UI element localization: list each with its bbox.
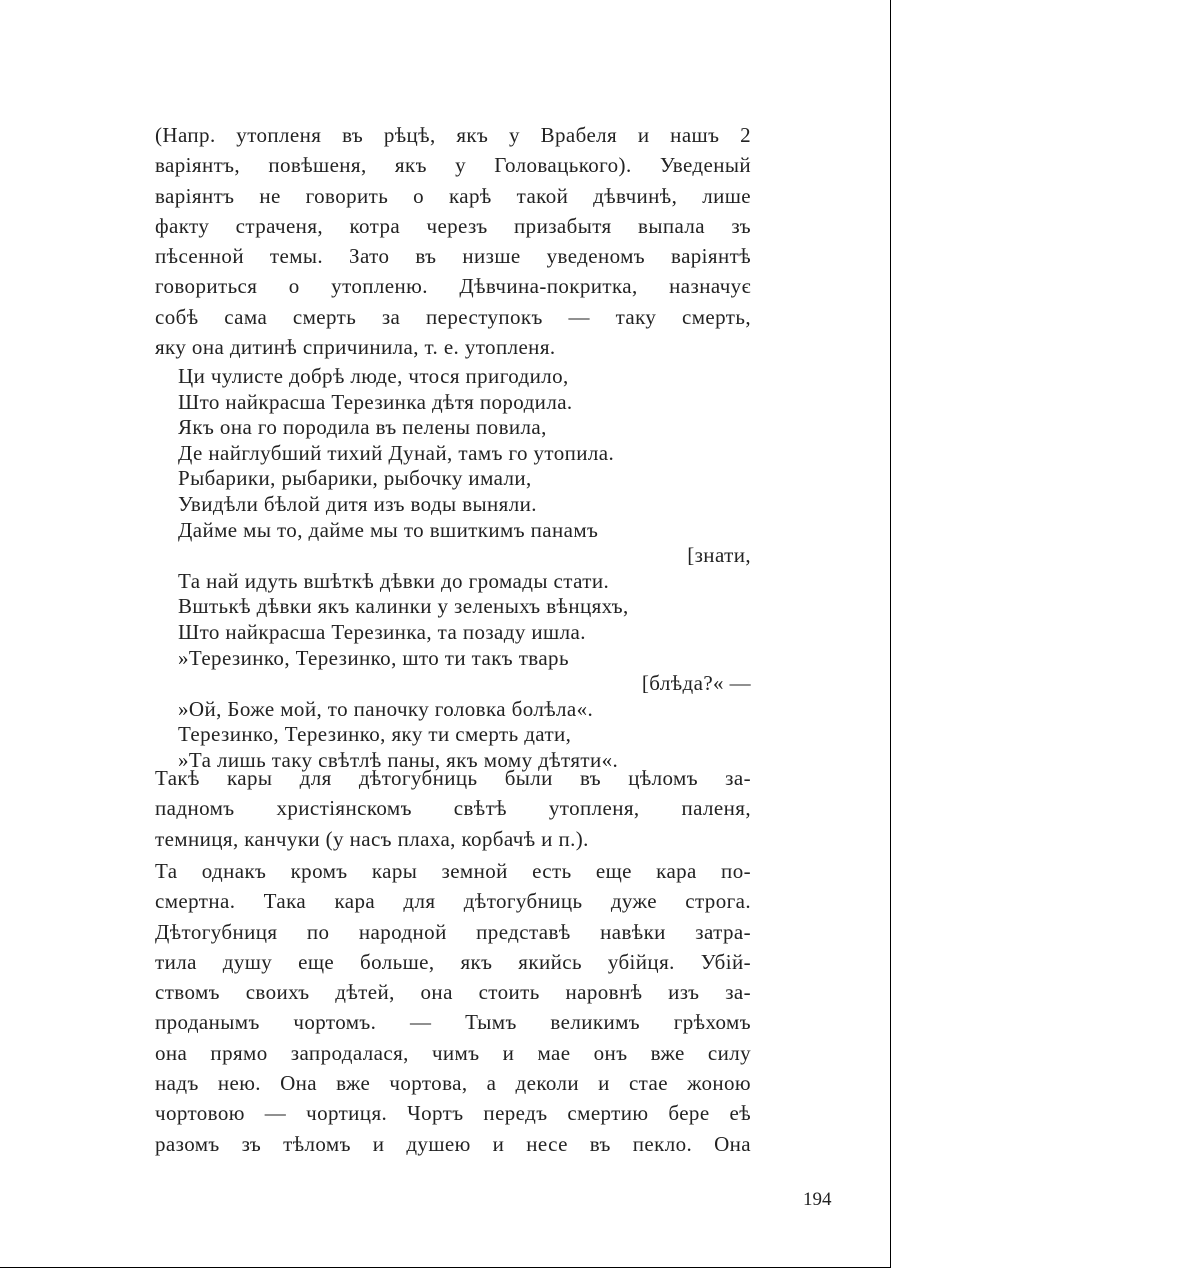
text-line: она прямо запродалася, чимъ и мае онъ вже силу [155,1040,751,1065]
text-line: пѣсенной темы. Зато въ низше уведеномъ варіянтѣ [155,244,751,269]
text-line: Дѣтогубниця по народной представѣ навѣки затра- [155,919,751,944]
verse-line-turnover: [блѣда?« — [641,671,751,696]
text-line: чортовою — чортиця. Чортъ передъ смертию бере еѣ [155,1101,751,1126]
text-line: проданымъ чортомъ. — Тымъ великимъ грѣхомъ [155,1010,751,1035]
paragraph-posthumous [155,856,751,1159]
text-line: варіянтъ, повѣшеня, якъ у Головацького). Уведеный [155,153,751,178]
verse-line: Де найглубший тихий Дунай, тамъ го утопила. [178,440,615,465]
text-line: темниця, канчуки (у насъ плаха, корбачѣ и п.). [155,826,589,851]
text-line: (Напр. утопленя въ рѣцѣ, якъ у Врабеля и нашъ 2 [155,123,751,147]
text-line: факту страченя, котра черезъ призабытя выпала зъ [155,213,751,238]
text-line: падномъ христіянскомъ свѣтѣ утопленя, паленя, [155,796,751,821]
verse-line-turnover: [знати, [687,543,751,568]
text-line: яку она дитинѣ спричинила, т. е. утопленя. [155,335,556,360]
text-line: тила душу еще больше, якъ якийсь убійця. Убій- [155,949,751,974]
text-line: говориться о утопленю. Дѣвчина-покритка, назначує [155,274,751,299]
verse-line: Терезинко, Терезинко, яку ти смерть дати, [178,722,572,747]
verse-line: »Терезинко, Терезинко, што ти такъ тварь [178,645,569,670]
text-line: ствомъ своихъ дѣтей, она стоить наровнѣ изъ за- [155,980,751,1005]
text-line: Та однакъ кромъ кары земной есть еще кара по- [155,859,751,883]
folk-song-verse [178,364,751,774]
page-number: 194 [803,1189,832,1210]
text-line: смертна. Така кара для дѣтогубниць дуже строга. [155,889,751,914]
text-line: варіянтъ не говорить о карѣ такой дѣвчинѣ, лише [155,183,751,208]
verse-line: Та най идуть вшѣткѣ дѣвки до громады стати. [178,568,610,593]
verse-line: Што найкрасша Терезинка, та позаду ишла. [178,619,586,644]
text-line: Такѣ кары для дѣтогубниць были въ цѣломъ за- [155,766,751,790]
text-line: разомъ зъ тѣломъ и душею и несе въ пекло. Она [155,1131,751,1156]
verse-line: Што найкрасша Терезинка дѣтя породила. [178,389,573,414]
verse-line: Увидѣли бѣлой дитя изъ воды выняли. [178,491,537,516]
verse-line: Рыбарики, рыбарики, рыбочку имали, [178,466,532,491]
verse-line: »Ой, Боже мой, то паночку головка болѣла«. [178,696,594,721]
paragraph-punishments [155,763,751,854]
text-line: надъ нею. Она вже чортова, а деколи и стае жоною [155,1071,751,1096]
verse-line: Ци чулисте добрѣ люде, чтося пригодило, [178,364,569,388]
verse-line: Вштькѣ дѣвки якъ калинки у зеленыхъ вѣнцяхъ, [178,594,629,619]
text-line: собѣ сама смерть за переступокъ — таку смерть, [155,304,751,329]
paragraph-intro [155,120,751,362]
verse-line: Якъ она го породила въ пелены повила, [178,415,547,440]
verse-line: »Та лишь таку свѣтлѣ паны, якъ мому дѣтяти«. [178,747,619,772]
verse-line: Дайме мы то, дайме мы то вшиткимъ панамъ [178,517,599,542]
